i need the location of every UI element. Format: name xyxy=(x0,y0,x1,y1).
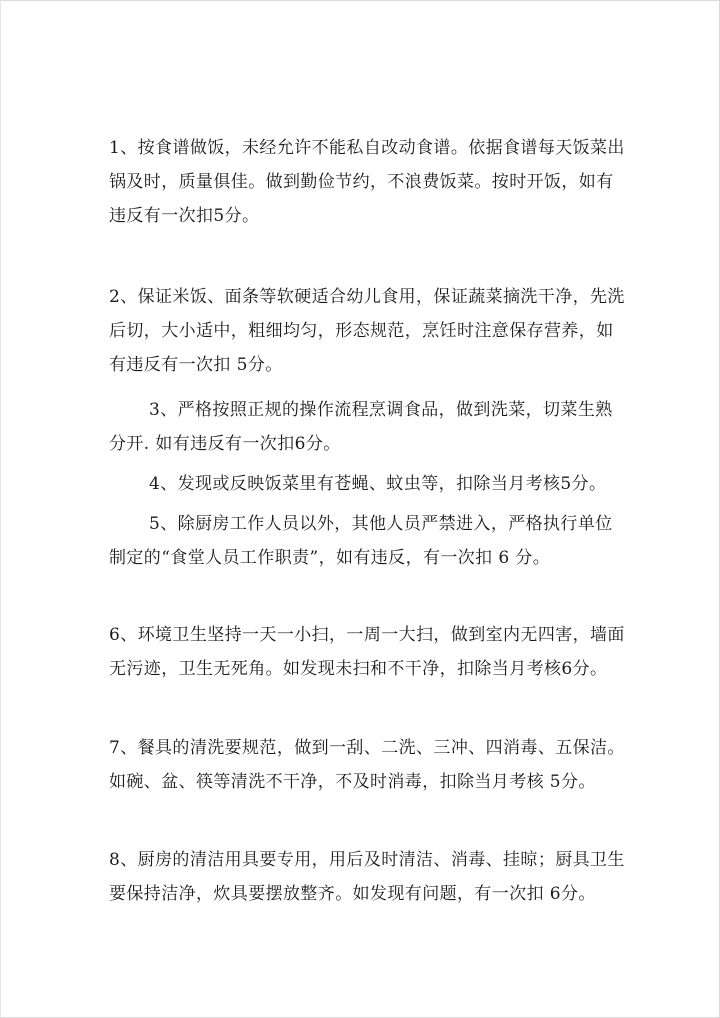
paragraph-rule-3 xyxy=(109,393,614,461)
paragraph-line: 违反有一次扣5分。 xyxy=(109,206,260,226)
paragraph-rule-2 xyxy=(109,280,625,382)
paragraph-line: 要保持洁净，炊具要摆放整齐。如发现有问题，有一次扣 6分。 xyxy=(109,884,596,904)
paragraph-rule-6 xyxy=(109,618,625,686)
paragraph-line: 2、保证米饭、面条等软硬适合幼儿食用，保证蔬菜摘洗干净，先洗 xyxy=(109,287,625,307)
paragraph-line: 5、除厨房工作人员以外，其他人员严禁进入，严格执行单位 xyxy=(149,514,613,534)
paragraph-line: 3、严格按照正规的操作流程烹调食品，做到洗菜，切菜生熟 xyxy=(149,400,613,420)
paragraph-line: 6、环境卫生坚持一天一小扫，一周一大扫，做到室内无四害，墙面 xyxy=(109,625,625,645)
paragraph-rule-7 xyxy=(109,731,625,799)
paragraph-rule-5 xyxy=(109,507,614,575)
paragraph-line: 制定的“食堂人员工作职责”，如有违反，有一次扣 6 分。 xyxy=(109,548,551,568)
paragraph-line: 1、按食谱做饭，未经允许不能私自改动食谱。依据食谱每天饭菜出 xyxy=(109,138,625,158)
paragraph-line: 4、发现或反映饭菜里有苍蝇、蚊虫等，扣除当月考核5分。 xyxy=(149,474,607,494)
paragraph-line: 后切，大小适中，粗细均匀，形态规范，烹饪时注意保存营养，如 xyxy=(109,321,614,341)
paragraph-rule-8 xyxy=(109,843,625,911)
paragraph-line: 锅及时，质量俱佳。做到勤俭节约，不浪费饭菜。按时开饭，如有 xyxy=(109,172,614,192)
paragraph-line: 无污迹，卫生无死角。如发现未扫和不干净，扣除当月考核6分。 xyxy=(109,659,608,679)
paragraph-line: 有违反有一次扣 5分。 xyxy=(109,355,283,375)
paragraph-line: 8、厨房的清洁用具要专用，用后及时清洁、消毒、挂晾；厨具卫生 xyxy=(109,850,625,870)
paragraph-line: 分开. 如有违反有一次扣6分。 xyxy=(109,434,341,454)
paragraph-line: 如碗、盆、筷等清洗不干净，不及时消毒，扣除当月考核 5分。 xyxy=(109,772,596,792)
paragraph-line: 7、餐具的清洗要规范，做到一刮、二洗、三冲、四消毒、五保洁。 xyxy=(109,738,625,758)
paragraph-rule-1 xyxy=(109,131,625,233)
paragraph-rule-4 xyxy=(109,467,614,501)
